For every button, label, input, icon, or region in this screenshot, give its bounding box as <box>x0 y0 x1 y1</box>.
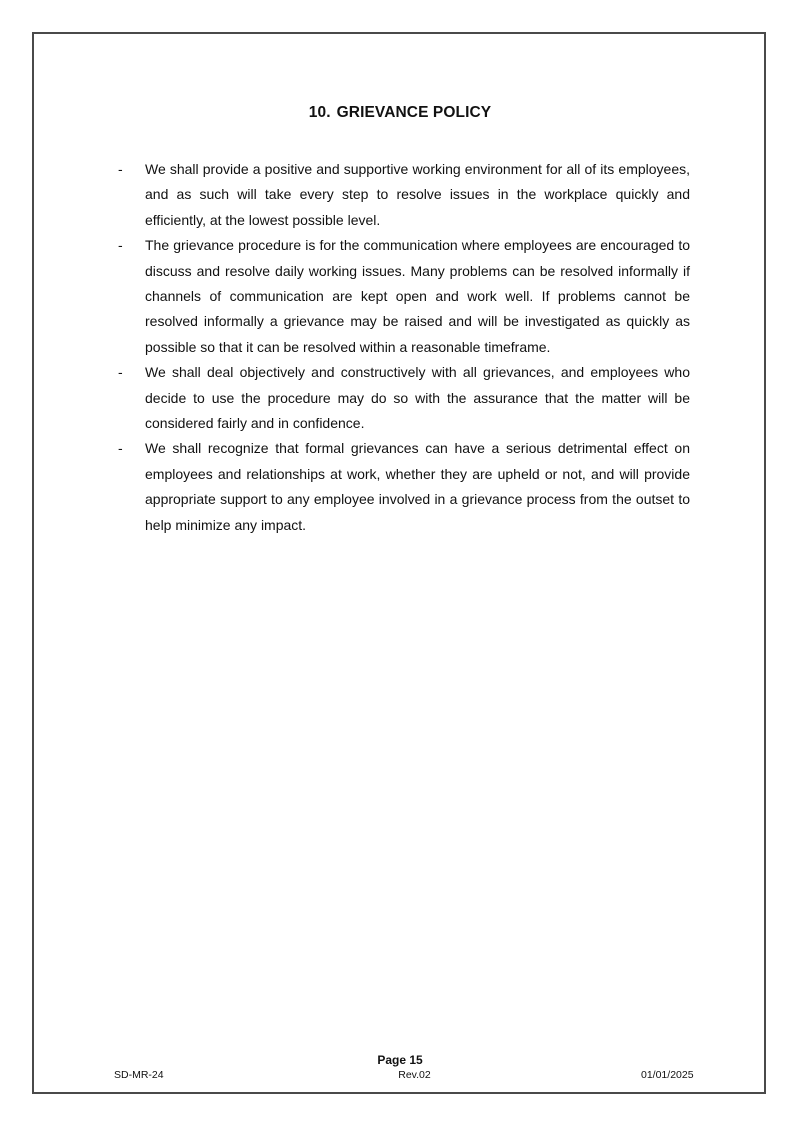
policy-item <box>118 436 690 538</box>
page-number: Page 15 <box>377 1053 423 1067</box>
document-code: SD-MR-24 <box>114 1069 164 1081</box>
policy-item-text: We shall deal objectively and constructively with all grievances, and employees who decide to use the procedure may do so with the assurance that the matter will be considered fairly and in confidence. <box>145 364 690 432</box>
section-number: 10. <box>308 104 331 121</box>
policy-item-text: We shall recognize that formal grievances can have a serious detrimental effect on employees and relationships at work, whether they are upheld or not, and will provide appropriate support to any employee involved in a grievance process from the outset to help minimize any impact. <box>145 440 690 533</box>
document-date: 01/01/2025 <box>641 1069 694 1081</box>
policy-list <box>118 157 690 538</box>
policy-item <box>118 157 690 233</box>
bullet-dash: - <box>118 237 123 254</box>
section-title: GRIEVANCE POLICY <box>336 104 492 121</box>
policy-item-text: We shall provide a positive and supportive working environment for all of its employees, and as such will take every step to resolve issues in the workplace quickly and efficiently, at the lowest possible level. <box>145 161 690 228</box>
policy-item <box>118 360 690 436</box>
bullet-dash: - <box>118 364 123 381</box>
revision-label: Rev.02 <box>398 1069 431 1081</box>
bullet-dash: - <box>118 161 123 177</box>
section-heading <box>0 104 800 122</box>
bullet-dash: - <box>118 440 123 457</box>
policy-item-text: The grievance procedure is for the communication where employees are encouraged to discuss and resolve daily working issues. Many problems can be resolved informally if channels of communication are kept open and work well. If problems cannot be resolved informally a grievance may be raised and will be investigated as quickly as possible so that it can be resolved within a reasonable timeframe. <box>145 237 690 355</box>
policy-item <box>118 233 690 360</box>
